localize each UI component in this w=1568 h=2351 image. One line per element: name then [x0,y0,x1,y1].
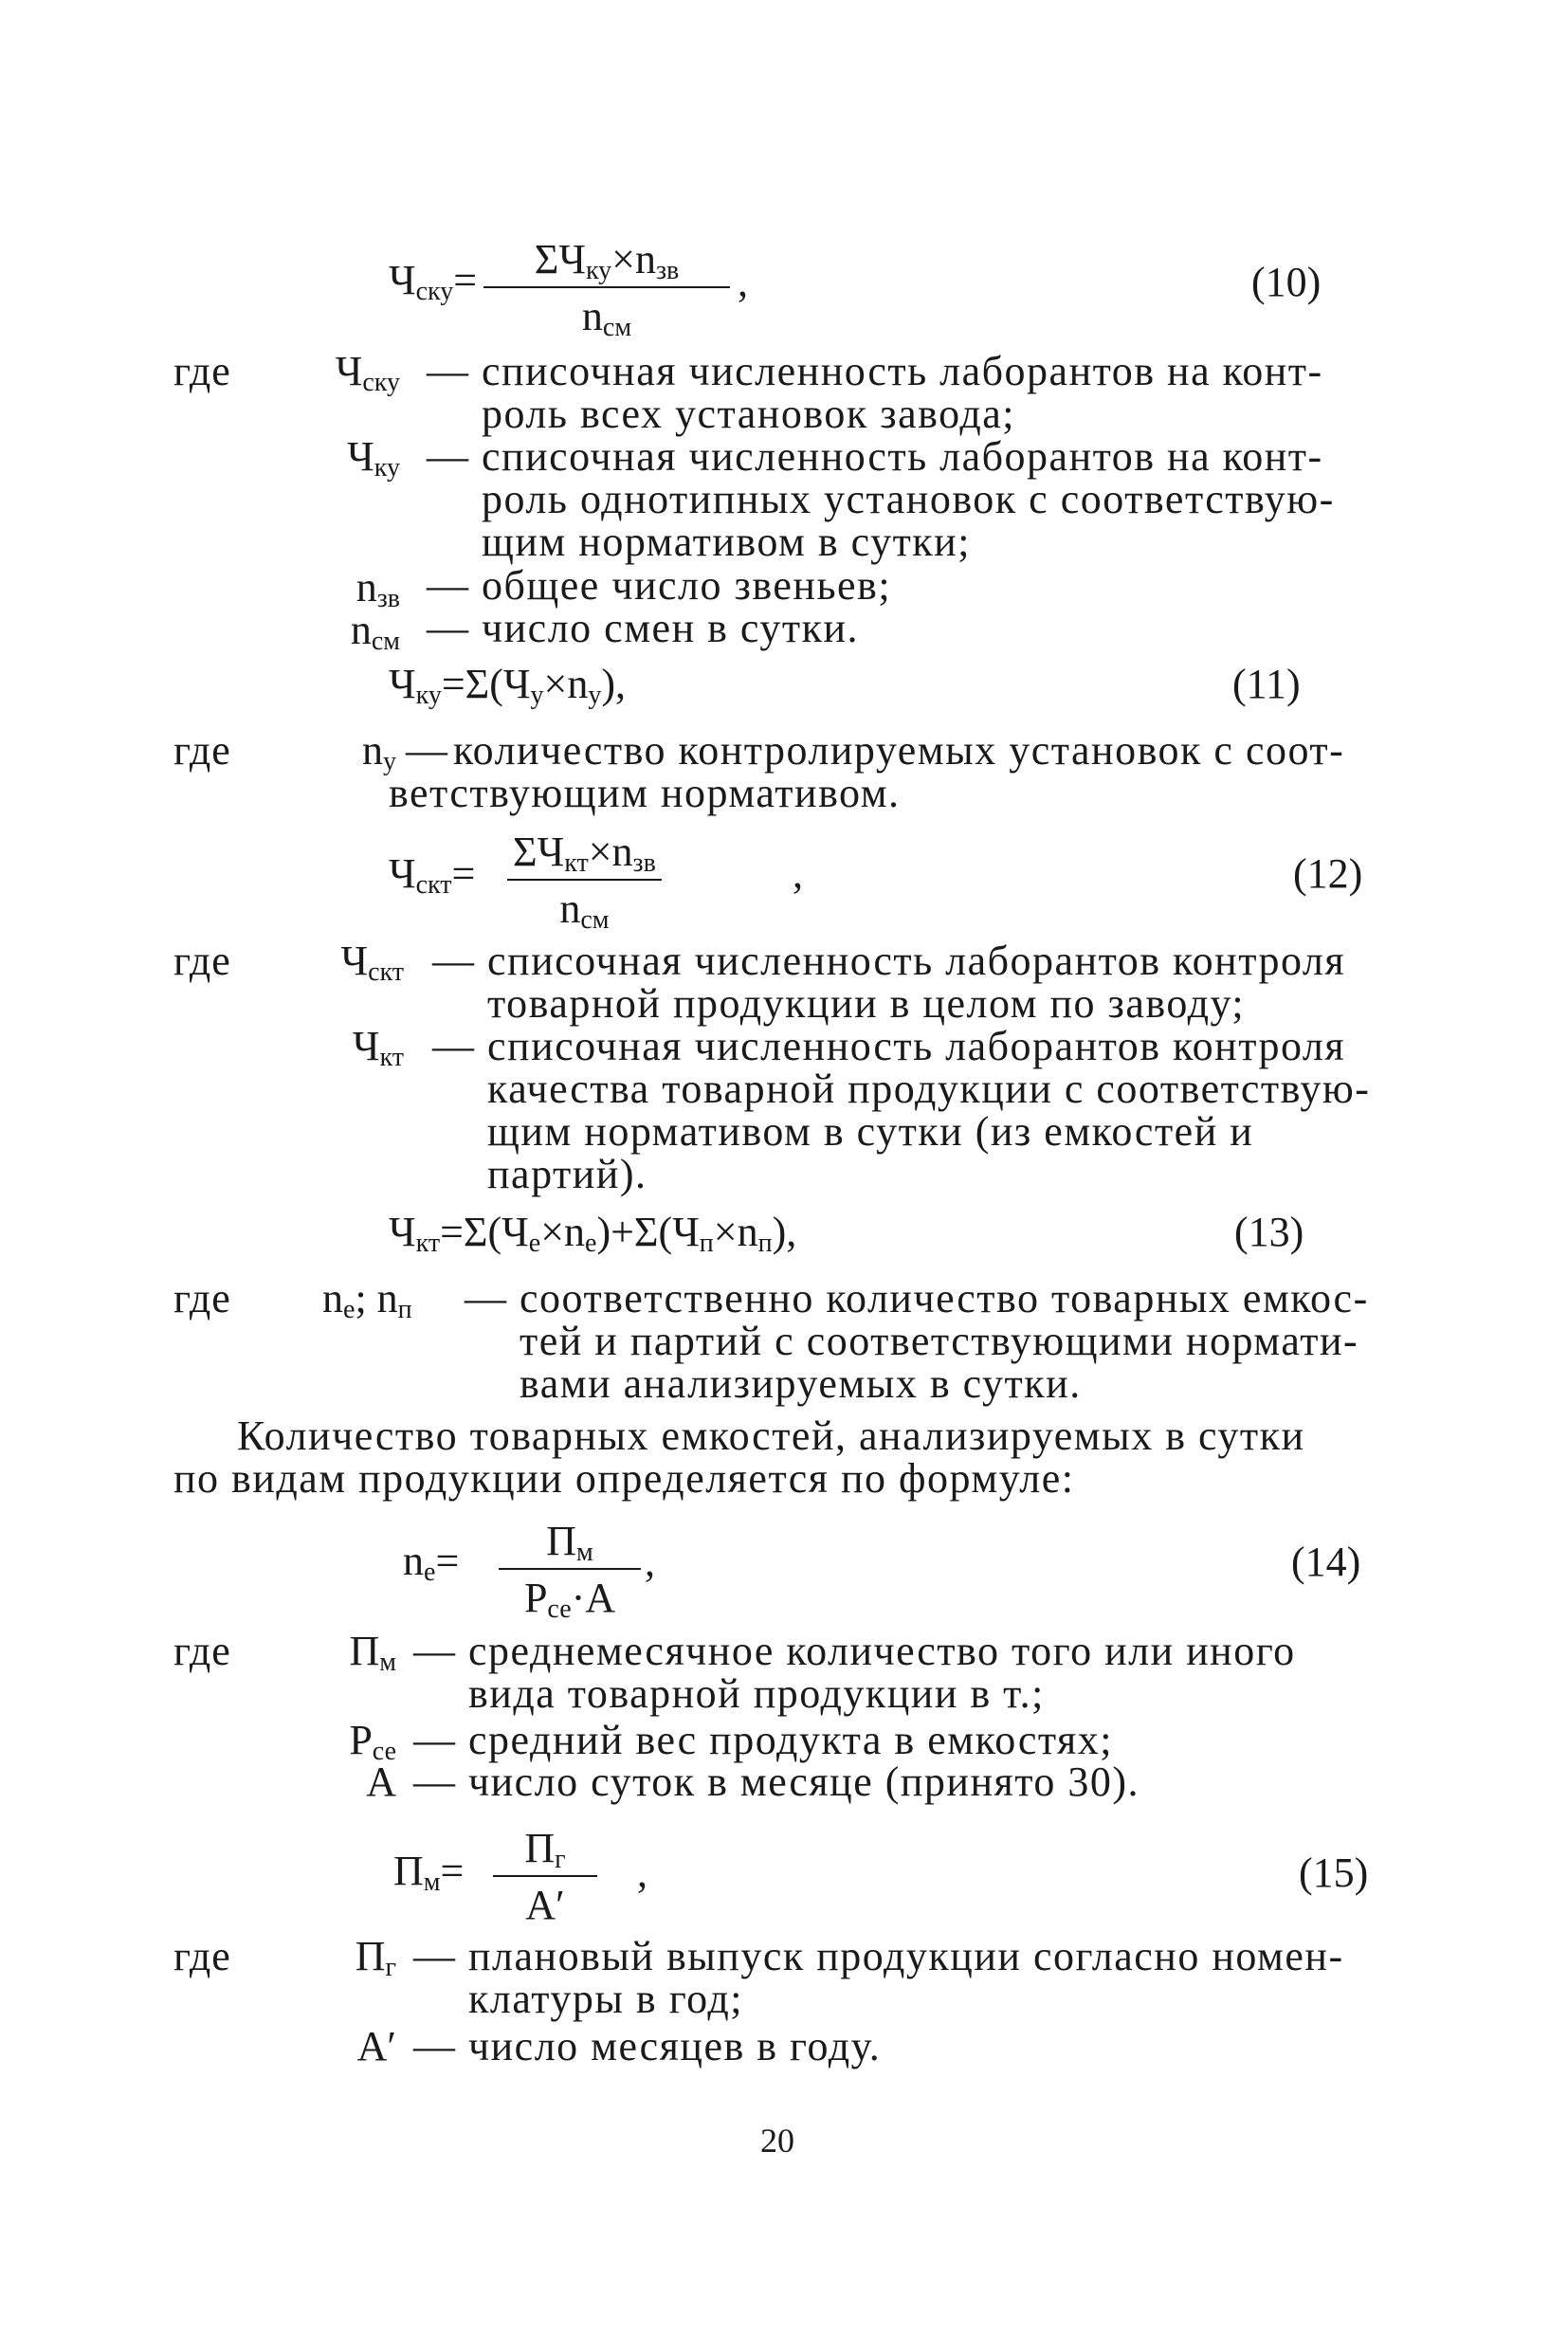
def-term: $П_г$ [355,1933,396,1982]
def-text: общее число звеньев; [482,562,892,609]
def-term: $Р_{се}$ [349,1717,396,1766]
def-text: партий). [487,1151,647,1197]
def-term: $Ч_{скт}$ [340,938,404,987]
def-dash: — [413,1759,455,1805]
def-text: число месяцев в году. [468,2023,882,2069]
def-dash: — [427,433,468,480]
where-label: где [173,1275,231,1321]
def-dash: — [465,1275,506,1321]
def-text: щим нормативом в сутки; [482,519,971,565]
def-text: роль всех установок завода; [482,391,1015,437]
def-dash: — [413,1628,455,1674]
def-text: плановый выпуск продукции согласно номен- [468,1933,1344,1979]
eq14-lhs: $n_е=$ [403,1538,460,1587]
eq10-comma: , [738,259,748,305]
eq10-fraction: $\Sigma Ч_{ку}\times n_{зв}$ $n_{см}$ [483,239,730,337]
eq15-lhs: $П_м=$ [393,1848,465,1897]
def-text: число суток в месяце (принято 30). [468,1759,1140,1805]
def-text: списочная численность лаборантов на конт- [482,348,1323,394]
def-text: вида товарной продукции в т.; [468,1670,1045,1717]
def-dash: — [427,562,468,609]
def-term: А [366,1759,396,1805]
def-term: $n_{зв}$ [356,564,400,613]
def-term: А′ [356,2023,396,2069]
eq14-fraction: $П_м$ $Р_{се}\cdot А$ [499,1521,641,1619]
paragraph-line: по видам продукции определяется по формуле: [173,1455,1075,1502]
eq12-comma: , [793,850,803,897]
eq11-number: (11) [1232,661,1301,707]
where-label: где [173,348,231,394]
def-text: средний вес продукта в емкостях; [468,1717,1113,1763]
def-text: щим нормативом в сутки (из емкостей и [487,1108,1254,1155]
def-term: $n_у$ [362,727,396,776]
eq15-comma: , [637,1850,647,1896]
def-text: соответственно количество товарных емкос- [520,1275,1369,1321]
def-dash: — [427,605,468,651]
def-dash: — [413,1717,455,1763]
eq13-formula: $Ч_{кт}=\Sigma(Ч_е\times n_е)+\Sigma(Ч_п\times n_п)$, [389,1209,797,1258]
def-term: $Ч_{ску}$ [335,348,400,397]
eq11-formula: $Ч_{ку}=\Sigma(Ч_у\times n_у)$, [389,661,626,710]
def-text: вами анализируемых в сутки. [520,1360,1082,1407]
eq14-number: (14) [1291,1539,1361,1585]
eq15-number: (15) [1299,1850,1369,1896]
eq12-number: (12) [1293,850,1363,897]
def-text: клатуры в год; [468,1976,744,2022]
def-term: $n_{см}$ [350,607,400,656]
def-text: ветствующим нормативом. [389,770,901,816]
eq12-fraction: $\Sigma Ч_{кт}\times n_{зв}$ $n_{см}$ [507,831,662,930]
def-dash: — [413,2023,455,2069]
def-dash: — [406,727,447,774]
def-text: списочная численность лаборантов контроля [487,938,1346,984]
eq10-lhs: $Ч_{ску}=$ [389,257,478,306]
def-text: среднемесячное количество того или иного [468,1628,1296,1674]
def-text: тей и партий с соответствующими нормати- [520,1318,1359,1364]
page-number: 20 [760,2122,794,2160]
def-term: $Ч_{кт}$ [352,1023,404,1072]
def-text: количество контролируемых установок с соот- [453,727,1345,774]
eq10-number: (10) [1251,259,1322,305]
where-label: где [173,1933,231,1979]
eq12-lhs: $Ч_{скт}=$ [389,850,476,900]
def-dash: — [427,348,468,394]
where-label: где [173,1628,231,1674]
def-text: число смен в сутки. [482,605,859,651]
def-term: $Ч_{ку}$ [347,433,400,483]
def-dash: — [432,938,474,984]
where-label: где [173,727,231,774]
paragraph-line: Количество товарных емкостей, анализируемых в сутки [237,1412,1305,1459]
def-dash: — [413,1933,455,1979]
def-text: качества товарной продукции с соответствую- [487,1066,1371,1112]
def-term: $n_е$; $n_п$ [322,1275,412,1324]
def-dash: — [432,1023,474,1069]
where-label: где [173,938,231,984]
def-term: $П_м$ [349,1628,396,1677]
eq15-fraction: $П_г$ А′ [493,1828,597,1926]
def-text: списочная численность лаборантов на конт- [482,433,1323,480]
eq13-number: (13) [1234,1209,1304,1255]
eq14-comma: , [645,1539,655,1585]
def-text: списочная численность лаборантов контроля [487,1023,1346,1069]
def-text: роль однотипных установок с соответствую- [482,476,1335,522]
def-text: товарной продукции в целом по заводу; [487,980,1246,1027]
